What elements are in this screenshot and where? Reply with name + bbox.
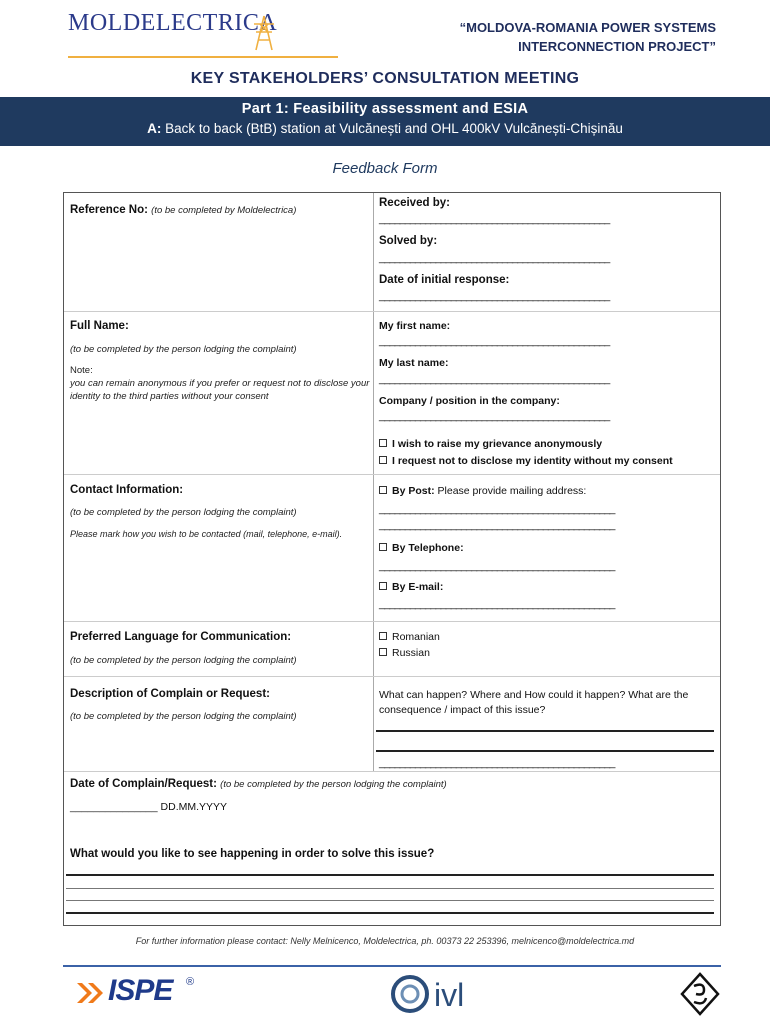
solve-line-4[interactable] bbox=[66, 912, 714, 914]
email-field[interactable]: ______________________________________________ bbox=[379, 598, 615, 610]
project-title-line2: INTERCONNECTION PROJECT” bbox=[518, 39, 716, 54]
solved-by-field[interactable]: _____________________________________________ bbox=[379, 252, 610, 264]
mailing-address-field-2[interactable]: ______________________________________________ bbox=[379, 519, 615, 531]
anonymous-label: I wish to raise my grievance anonymously bbox=[392, 438, 603, 450]
feedback-form-frame bbox=[63, 192, 721, 926]
date-blank[interactable]: _______________ bbox=[70, 801, 158, 813]
date-complain-field[interactable] bbox=[70, 801, 227, 813]
by-email-checkbox[interactable] bbox=[379, 582, 387, 590]
contact-hint: (to be completed by the person lodging the complaint) bbox=[70, 507, 297, 518]
initial-response-label: Date of initial response: bbox=[379, 274, 510, 286]
romanian-label: Romanian bbox=[392, 631, 440, 643]
footer-rule bbox=[63, 965, 721, 967]
no-disclose-label: I request not to disclose my identity without my consent bbox=[392, 455, 673, 467]
solve-line-2[interactable] bbox=[66, 888, 714, 889]
reference-hint: (to be completed by Moldelectrica) bbox=[151, 205, 297, 216]
anonymity-note: you can remain anonymous if you prefer or request not to disclose your identity to the third parties without your consent bbox=[70, 378, 370, 402]
russian-label: Russian bbox=[392, 647, 430, 659]
by-post-checkbox[interactable] bbox=[379, 486, 387, 494]
company-field[interactable]: _____________________________________________ bbox=[379, 410, 610, 422]
received-by-field[interactable]: _____________________________________________ bbox=[379, 213, 610, 225]
solve-line-1[interactable] bbox=[66, 874, 714, 876]
solved-by-label: Solved by: bbox=[379, 235, 438, 247]
by-post-label: By Post: bbox=[392, 485, 435, 497]
description-line-2[interactable] bbox=[376, 750, 714, 752]
by-email-label: By E-mail: bbox=[392, 581, 444, 593]
reference-label: Reference No: bbox=[70, 204, 148, 216]
full-name-label: Full Name: bbox=[70, 320, 129, 332]
no-disclose-checkbox[interactable] bbox=[379, 456, 387, 464]
language-hint: (to be completed by the person lodging the complaint) bbox=[70, 655, 297, 666]
solve-line-3[interactable] bbox=[66, 900, 714, 901]
description-hint: (to be completed by the person lodging the complaint) bbox=[70, 711, 297, 722]
contact-label: Contact Information: bbox=[70, 484, 184, 496]
by-email-option[interactable] bbox=[379, 581, 443, 593]
description-label: Description of Complain or Request: bbox=[70, 688, 270, 700]
received-by-label: Received by: bbox=[379, 197, 450, 209]
by-telephone-label: By Telephone: bbox=[392, 542, 464, 554]
logo-underline bbox=[68, 56, 338, 58]
by-post-text: Please provide mailing address: bbox=[437, 485, 587, 497]
band-subtitle: Back to back (BtB) station at Vulcănești and OHL 400kV Vulcănești-Chișinău bbox=[165, 121, 623, 136]
project-title-line1: “MOLDOVA-ROMANIA POWER SYSTEMS bbox=[459, 20, 716, 35]
language-label: Preferred Language for Communication: bbox=[70, 631, 292, 643]
ivl-logo bbox=[390, 972, 500, 1016]
telephone-field[interactable]: ______________________________________________ bbox=[379, 560, 615, 572]
ispe-chevron-icon bbox=[75, 978, 105, 1008]
mailing-address-field-1[interactable]: ______________________________________________ bbox=[379, 503, 615, 515]
project-title bbox=[460, 18, 716, 56]
row-divider bbox=[64, 474, 720, 475]
pylon-logo-icon bbox=[250, 14, 278, 52]
description-field[interactable]: ______________________________________________ bbox=[379, 757, 615, 769]
meeting-title: KEY STAKEHOLDERS’ CONSULTATION MEETING bbox=[190, 70, 580, 87]
russian-checkbox[interactable] bbox=[379, 648, 387, 656]
reference-no bbox=[70, 204, 296, 216]
date-complain bbox=[70, 778, 447, 790]
romanian-checkbox[interactable] bbox=[379, 632, 387, 640]
russian-option[interactable] bbox=[379, 647, 430, 659]
anonymous-checkbox[interactable] bbox=[379, 439, 387, 447]
no-disclose-option[interactable] bbox=[379, 455, 673, 467]
description-line-1[interactable] bbox=[376, 730, 714, 732]
by-telephone-checkbox[interactable] bbox=[379, 543, 387, 551]
row-divider bbox=[64, 771, 720, 772]
full-name-hint: (to be completed by the person lodging the complaint) bbox=[70, 344, 297, 355]
date-complain-label: Date of Complain/Request: bbox=[70, 778, 217, 790]
registered-mark: ® bbox=[186, 976, 195, 988]
last-name-label: My last name: bbox=[379, 357, 449, 369]
title-band bbox=[0, 97, 770, 146]
description-question: What can happen? Where and How could it happen? What are the consequence / impact of this issue? bbox=[379, 689, 689, 716]
ispe-logo: ISPE bbox=[108, 974, 173, 1007]
contact-note: Please mark how you wish to be contacted (mail, telephone, e-mail). bbox=[70, 529, 343, 539]
initial-response-field[interactable]: _____________________________________________ bbox=[379, 290, 610, 302]
solve-label: What would you like to see happening in order to solve this issue? bbox=[70, 848, 435, 860]
date-format: DD.MM.YYYY bbox=[160, 801, 228, 813]
ivl-text: ivl bbox=[434, 977, 465, 1013]
first-name-label: My first name: bbox=[379, 320, 451, 332]
company-label: Company / position in the company: bbox=[379, 395, 560, 407]
romanian-option[interactable] bbox=[379, 631, 440, 643]
footer-contact: For further information please contact: Nelly Melnicenco, Moldelectrica, ph. 00373 22 253396, melnicenco@moldelectrica.md bbox=[135, 936, 635, 946]
row-divider bbox=[64, 621, 720, 622]
band-line2 bbox=[0, 117, 770, 136]
moldelectrica-logo-text: MOLDELECTRICA bbox=[68, 10, 278, 36]
column-divider bbox=[373, 193, 374, 771]
by-post-option[interactable] bbox=[379, 485, 586, 497]
anonymous-option[interactable] bbox=[379, 438, 602, 450]
first-name-field[interactable]: _____________________________________________ bbox=[379, 335, 610, 347]
row-divider bbox=[64, 311, 720, 312]
band-prefix: A: bbox=[147, 121, 162, 136]
row-divider bbox=[64, 676, 720, 677]
emblem-icon bbox=[680, 972, 720, 1016]
band-line1: Part 1: Feasibility assessment and ESIA bbox=[241, 101, 529, 117]
last-name-field[interactable]: _____________________________________________ bbox=[379, 373, 610, 385]
by-telephone-option[interactable] bbox=[379, 542, 464, 554]
form-title: Feedback Form bbox=[332, 160, 438, 177]
note-title: Note: bbox=[70, 365, 93, 376]
date-complain-hint: (to be completed by the person lodging the complaint) bbox=[220, 779, 447, 790]
